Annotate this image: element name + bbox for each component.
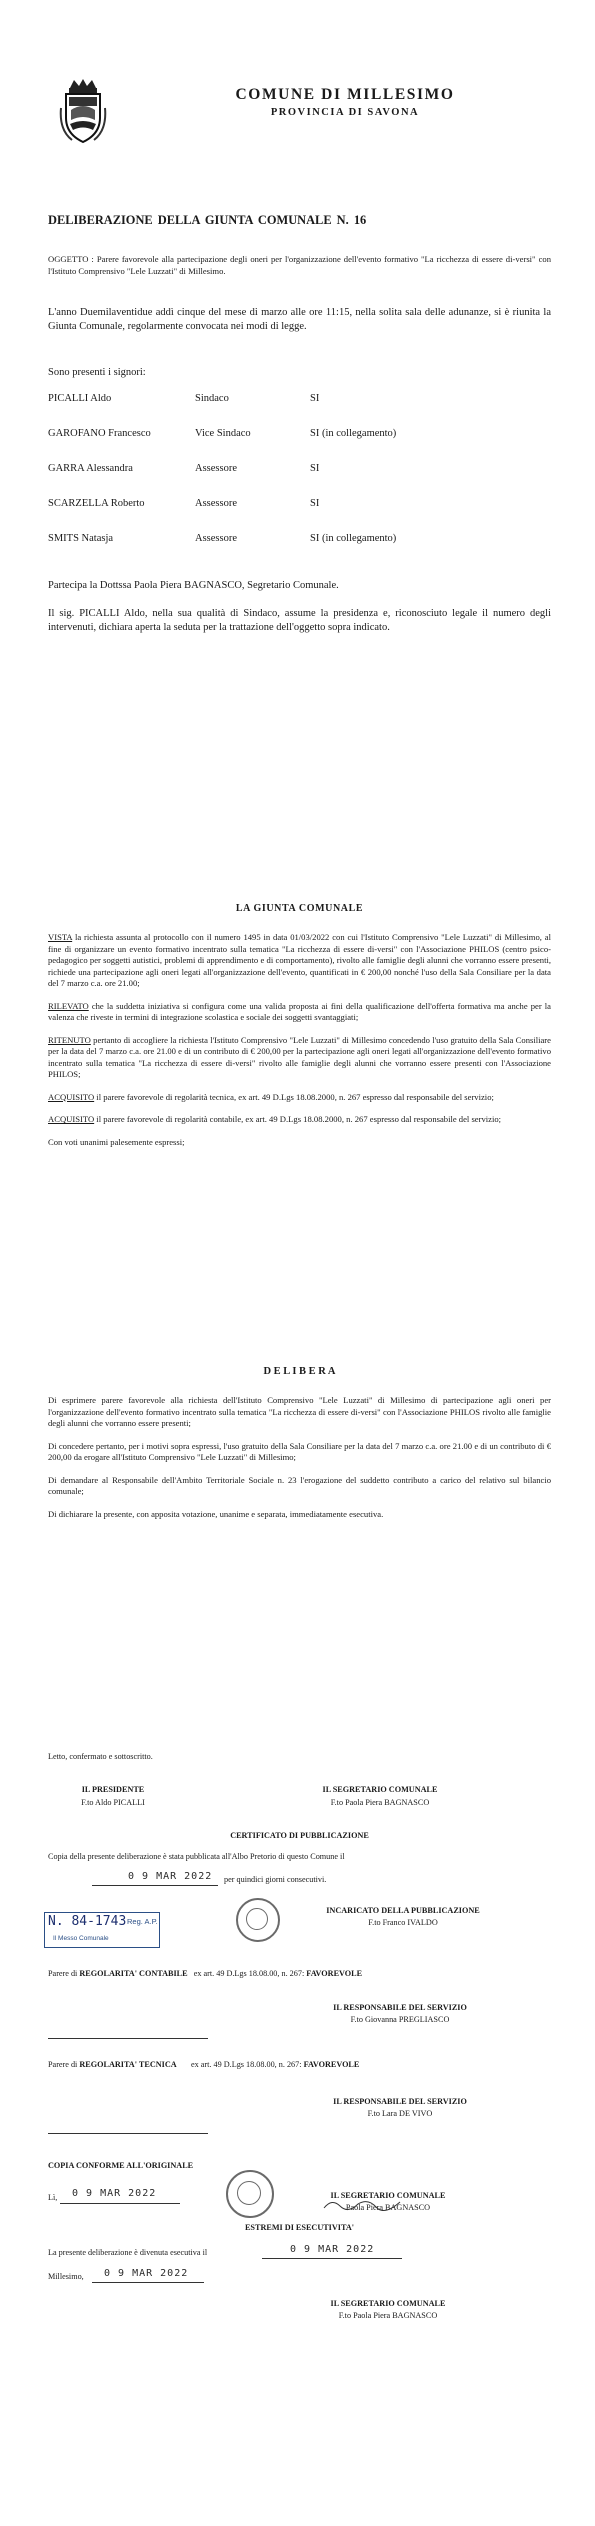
member-name: GAROFANO Francesco — [48, 428, 151, 439]
member-role: Sindaco — [195, 393, 229, 404]
deliberations-list — [48, 1395, 551, 1531]
document-title: DELIBERAZIONE DELLA GIUNTA COMUNALE N. 16 — [48, 213, 367, 227]
header-comune: COMUNE DI MILLESIMO — [235, 86, 455, 103]
segretario-line: Partecipa la Dottssa Paola Piera BAGNASCO, Segretario Comunale. — [48, 580, 339, 591]
deliberation-paragraph: Di demandare al Responsabile dell'Ambito Territoriale Sociale n. 23 l'erogazione del suddetto contributo a carico del relativo sul bilancio comunale; — [48, 1474, 551, 1496]
member-status: SI — [310, 393, 320, 404]
handwritten-signature — [322, 2196, 402, 2212]
parere-tecnica-esito: FAVOREVOLE — [303, 2060, 360, 2069]
member-status: SI (in collegamento) — [310, 533, 397, 544]
contabile-resp-name: F.to Giovanna PREGLIASCO — [350, 2015, 450, 2024]
parere-contabile-esito: FAVOREVOLE — [306, 1969, 363, 1978]
parere-tecnica — [48, 2059, 551, 2070]
parere-contabile-kind: REGOLARITA' CONTABILE — [79, 1969, 188, 1978]
contabile-resp-title: IL RESPONSABILE DEL SERVIZIO — [333, 2003, 467, 2012]
member-row — [48, 532, 551, 567]
municipal-seal-2-inner — [237, 2181, 261, 2205]
consideration-text: il parere favorevole di regolarità tecnica, ex art. 49 D.Lgs 18.08.2000, n. 267 espresso dal responsabile del servizio; — [94, 1091, 494, 1102]
consideration-paragraph — [48, 932, 551, 990]
certificato-date-line — [92, 1885, 218, 1886]
member-role: Assessore — [195, 498, 237, 509]
municipal-seal-1-inner — [246, 1908, 268, 1930]
consideration-paragraph — [48, 1001, 551, 1024]
delibera-title: D E L I B E R A — [263, 1366, 336, 1377]
deliberation-paragraph: Di dichiarare la presente, con apposita votazione, unanime e separata, immediatamente esecutiva. — [48, 1508, 384, 1519]
member-row — [48, 392, 551, 427]
copia-title: COPIA CONFORME ALL'ORIGINALE — [48, 2161, 194, 2170]
deliberation-paragraph: Di concedere pertanto, per i motivi sopra espressi, l'uso gratuito della Sala Consiliare per la data del 7 marzo c.a. ore 21.00 e di un contributo di € 200,00 da erogare all'Istituto Comprensivo "Lele Luzzati" di Millesimo; — [48, 1440, 551, 1462]
copia-segretario-title: IL SEGRETARIO COMUNALE — [330, 2191, 446, 2200]
oggetto-label: OGGETTO : — [48, 254, 94, 264]
esecutivita-date-stamp: 0 9 MAR 2022 — [290, 2244, 375, 2255]
member-role: Assessore — [195, 463, 237, 474]
incaricato-title: INCARICATO DELLA PUBBLICAZIONE — [326, 1906, 480, 1915]
copia-date-line — [60, 2203, 180, 2204]
member-role: Vice Sindaco — [195, 428, 251, 439]
intro-paragraph: L'anno Duemilaventidue addì cinque del mese di marzo alle ore 11:15, nella solita sala delle adunanze, si è riunita la Giunta Comunale, regolarmente convocata nei modi di legge. — [48, 307, 551, 332]
parere-contabile-rest: ex art. 49 D.Lgs 18.08.00, n. 267: — [193, 1969, 305, 1978]
tecnica-resp-title: IL RESPONSABILE DEL SERVIZIO — [333, 2097, 467, 2106]
municipal-seal-2 — [226, 2170, 274, 2218]
segretario-name: F.to Paola Piera BAGNASCO — [330, 1798, 430, 1807]
esecutivita-place: Millesimo, — [48, 2272, 84, 2281]
consideration-keyword: VISTA — [48, 932, 73, 942]
consideration-paragraph — [48, 1035, 551, 1081]
letto-line: Letto, confermato e sottoscritto. — [48, 1752, 153, 1761]
parere-tecnica-kind: REGOLARITA' TECNICA — [79, 2060, 177, 2069]
sindaco-paragraph: Il sig. PICALLI Aldo, nella sua qualità di Sindaco, assume la presidenza e, riconosciuto legale il numero degli intervenuti, dichiara aperta la seduta per la trattazione dell'oggetto sopra indicato. — [48, 608, 551, 633]
protocol-stamp — [44, 1912, 160, 1948]
members-list — [48, 392, 551, 567]
member-status: SI — [310, 498, 320, 509]
segretario-title: IL SEGRETARIO COMUNALE — [322, 1785, 438, 1794]
oggetto-block — [48, 254, 551, 277]
member-role: Assessore — [195, 533, 237, 544]
municipal-seal-1 — [236, 1898, 280, 1942]
contabile-divider — [48, 2038, 208, 2039]
member-name: GARRA Alessandra — [48, 463, 133, 474]
presenti-label: Sono presenti i signori: — [48, 367, 146, 378]
member-name: SMITS Natasja — [48, 533, 114, 544]
member-row — [48, 427, 551, 462]
esecutivita-place-date-stamp: 0 9 MAR 2022 — [104, 2268, 189, 2279]
consideration-text: che la suddetta iniziativa si configura come una valida proposta ai fini della qualificazione dell'offerta formativa ma anche per la valenza che riveste in termini di integrazione scolastica e sociale dei soggetti svantaggiati; — [48, 1000, 551, 1022]
consideration-keyword: RILEVATO — [48, 1000, 89, 1011]
messo-label: Il Messo Comunale — [53, 1935, 109, 1942]
giunta-title: LA GIUNTA COMUNALE — [235, 903, 364, 914]
copia-li: Lì, — [48, 2193, 58, 2202]
esecutivita-segretario-name: F.to Paola Piera BAGNASCO — [338, 2311, 438, 2320]
consideration-text: la richiesta assunta al protocollo con il numero 1495 in data 01/03/2022 con cui l'Istituto Comprensivo "Lele Luzzati" di Millesimo, al fine di organizzare un evento formativo incentrato sulla tematica "La ricchezza di essere di-versi" con l'Associazione PHILOS (centro psico-pedagogico per soggetti autistici, problemi di apprendimento e di comportamento), rivolto alle famiglie degli alunni che vorranno essere presenti, richiede una partecipazione agli oneri legati all'organizzazione dell'evento, quantificati in € 200,00 nonché l'uso della Sala Consiliare per la data del 7 marzo c.a. ore 21.00; — [48, 932, 551, 988]
consideration-text: il parere favorevole di regolarità contabile, ex art. 49 D.Lgs 18.08.2000, n. 267 espresso dal responsabile del servizio; — [94, 1114, 502, 1124]
parere-tecnica-rest: ex art. 49 D.Lgs 18.08.00, n. 267: — [191, 2060, 302, 2069]
esecutivita-date-line — [262, 2258, 402, 2259]
certificato-date-stamp: 0 9 MAR 2022 — [128, 1871, 213, 1882]
parere-contabile-prefix: Parere di — [48, 1969, 78, 1978]
presidente-title: IL PRESIDENTE — [81, 1785, 145, 1794]
member-row — [48, 497, 551, 532]
header-provincia: PROVINCIA DI SAVONA — [270, 107, 420, 118]
member-status: SI (in collegamento) — [310, 428, 397, 439]
copia-segretario-name: Paola Piera BAGNASCO — [345, 2203, 431, 2212]
tecnica-resp-name: F.to Lara DE VIVO — [367, 2109, 433, 2118]
member-row — [48, 462, 551, 497]
consideration-keyword: RITENUTO — [48, 1034, 91, 1045]
esecutivita-text: La presente deliberazione è divenuta esecutiva il — [48, 2248, 208, 2257]
member-name: PICALLI Aldo — [48, 393, 112, 404]
considerations-list — [48, 932, 551, 1148]
member-name: SCARZELLA Roberto — [48, 498, 145, 509]
consideration-text: pertanto di accogliere la richiesta l'Istituto Comprensivo "Lele Luzzati" di Millesimo concedendo l'uso gratuito della Sala Consiliare per la data del 7 marzo c.a. ore 21.00 e di un contributo di € 200,00 per la partecipazione agli oneri legati all'organizzazione dell'evento formativo incentrato sulla tematica "La ricchezza di essere di-versi" rivolto alle famiglie degli alunni che vorranno essere presenti con l'Associazione PHILOS; — [48, 1034, 551, 1079]
parere-tecnica-prefix: Parere di — [48, 2060, 78, 2069]
certificato-text: Copia della presente deliberazione è stata pubblicata all'Albo Pretorio di questo Comune il — [48, 1852, 345, 1861]
presidente-name: F.to Aldo PICALLI — [81, 1798, 145, 1807]
oggetto-text: Parere favorevole alla partecipazione degli oneri per l'organizzazione dell'evento formativo "La ricchezza di essere di-versi" con l'Istituto Comprensivo "Lele Luzzati" di Millesimo. — [48, 254, 551, 276]
incaricato-name: F.to Franco IVALDO — [368, 1918, 438, 1927]
reg-label: Reg. A.P. — [127, 1917, 158, 1926]
esecutivita-segretario-title: IL SEGRETARIO COMUNALE — [330, 2299, 446, 2308]
tecnica-divider — [48, 2133, 208, 2134]
deliberation-paragraph: Di esprimere parere favorevole alla richiesta dell'Istituto Comprensivo "Lele Luzzati" di Millesimo di partecipazione agli oneri per l'organizzazione dell'evento formativo incentrato sulla tematica "La ricchezza di essere di-versi" con l'Associazione PHILOS rivolto alle famiglie degli alunni che vorranno essere presenti; — [48, 1395, 551, 1428]
reg-number: N. 84-1743 — [48, 1914, 127, 1929]
consideration-keyword: ACQUISITO — [48, 1091, 95, 1102]
coat-of-arms — [58, 78, 108, 146]
voti-line: Con voti unanimi palesemente espressi; — [48, 1136, 185, 1147]
consideration-paragraph — [48, 1114, 551, 1126]
certificato-durata: per quindici giorni consecutivi. — [224, 1875, 327, 1884]
members-table — [48, 392, 551, 567]
consideration-keyword: ACQUISITO — [48, 1114, 95, 1124]
esecutivita-place-line — [92, 2282, 204, 2283]
parere-contabile — [48, 1968, 551, 1979]
member-status: SI — [310, 463, 320, 474]
copia-date-stamp: 0 9 MAR 2022 — [72, 2188, 157, 2199]
esecutivita-title: ESTREMI DI ESECUTIVITA' — [244, 2223, 355, 2232]
consideration-paragraph — [48, 1092, 551, 1104]
certificato-title: CERTIFICATO DI PUBBLICAZIONE — [230, 1831, 369, 1840]
